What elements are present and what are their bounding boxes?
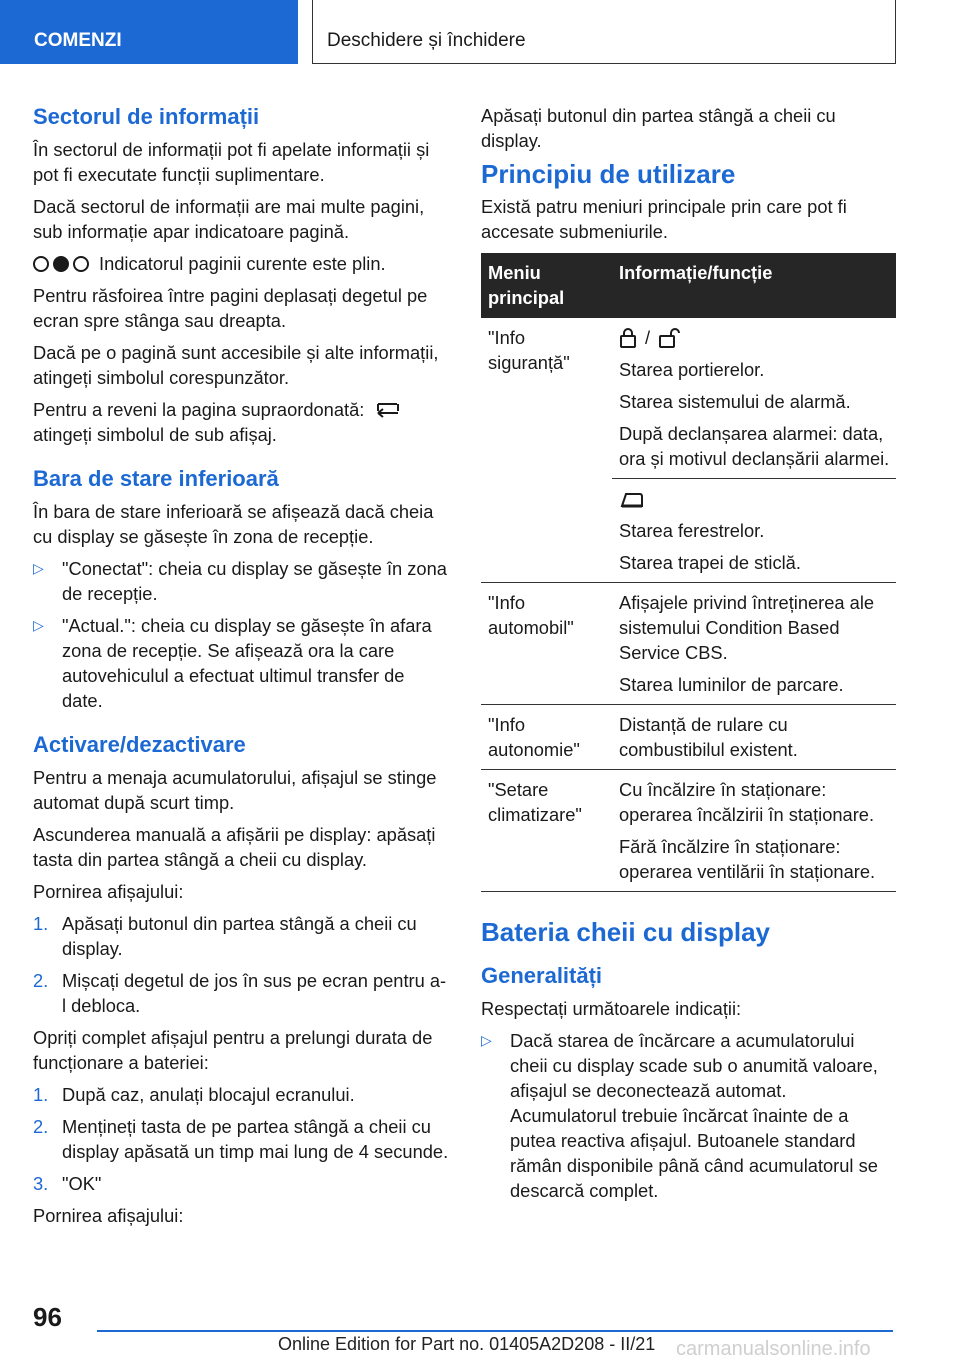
page-number: 96 — [33, 1302, 62, 1332]
list-item: 1. Apăsați butonul din partea stângă a cheii cu display. — [33, 913, 417, 959]
door-locked-icon — [619, 327, 637, 349]
paragraph: Dacă pe o pagină sunt accesibile și alte informații, atingeți simbolul corespunzător. — [33, 342, 439, 388]
page-indicator-text: Indicatorul paginii curente este plin. — [99, 253, 386, 274]
paragraph: Pentru a menaja acumulatorului, afișajul se stinge automat după scurt timp. — [33, 767, 437, 813]
back-arrow-icon — [375, 400, 401, 418]
paragraph: Opriți complet afișajul pentru a prelungi durata de funcționare a bateriei: — [33, 1027, 433, 1073]
back-instruction-b: atingeți simbolul de sub afișaj. — [33, 424, 277, 445]
table-cell-menu: "Info siguranță" — [481, 318, 612, 583]
footer-divider — [97, 1330, 893, 1332]
triangle-bullet-icon: ▷ — [33, 617, 44, 633]
table-row — [481, 583, 896, 705]
icon-separator: / — [645, 327, 651, 348]
page-indicator-line — [33, 251, 449, 276]
triangle-bullet-icon: ▷ — [481, 1032, 492, 1048]
right-column — [481, 103, 897, 1210]
paragraph: Pornirea afișajului: — [33, 881, 184, 902]
heading-info-sector: Sectorul de informații — [33, 104, 260, 129]
table-header-info: Informație/funcție — [612, 253, 896, 318]
heading-activation: Activare/dezactivare — [33, 732, 246, 757]
table-header-menu: Meniu principal — [481, 253, 612, 318]
watermark: carmanualsonline.info — [676, 1338, 871, 1360]
section-header-title: Deschidere și închidere — [312, 0, 896, 64]
paragraph: Ascunderea manuală a afișării pe display: apăsați tasta din partea stângă a cheii cu display. — [33, 824, 436, 870]
table-cell-info: Distanță de rulare cu combustibilul existent. — [612, 705, 896, 770]
back-instruction-a: Pentru a reveni la pagina supraordonată: — [33, 399, 365, 420]
list-item: ▷ "Conectat": cheia cu display se găsește în zona de recepție. — [33, 558, 447, 604]
list-item: ▷ Dacă starea de încărcare a acumulatorului cheii cu display scade sub o anumită valoare, afișajul se deconectează automat. Acumulatorul trebuie încărcat înainte de a putea reactiva afișajul. Butoanele standard rămân disponibile până când acumulatorul se descarcă complet. — [481, 1030, 878, 1201]
paragraph: În sectorul de informații pot fi apelate informații și pot fi executate funcții suplimentare. — [33, 139, 430, 185]
list-item: 3. "OK" — [33, 1173, 102, 1194]
menu-table — [481, 253, 896, 892]
table-cell-info: Starea ferestrelor. Starea trapei de sticlă. — [612, 479, 896, 583]
table-cell-menu: "Setare climatizare" — [481, 770, 612, 892]
heading-general: Generalități — [481, 963, 603, 988]
paragraph: Pentru răsfoirea între pagini deplasați degetul pe ecran spre stânga sau dreapta. — [33, 285, 428, 331]
paragraph: Apăsați butonul din partea stângă a cheii cu display. — [481, 105, 836, 151]
table-header-row — [481, 253, 896, 318]
heading-operating-principle: Principiu de utilizare — [481, 159, 736, 189]
paragraph: Respectați următoarele indicații: — [481, 998, 742, 1019]
battery-bullet-list — [481, 1028, 897, 1203]
list-item: 1. După caz, anulați blocajul ecranului. — [33, 1084, 355, 1105]
paragraph: Există patru meniuri principale prin care pot fi accesate submeniurile. — [481, 196, 847, 242]
table-cell-info: Cu încălzire în staționare: operarea încălzirii în staționare. Fără încălzire în staționare: operarea ventilării în staționare. — [612, 770, 896, 892]
status-bullet-list — [33, 556, 449, 713]
list-item: 2. Mențineți tasta de pe partea stângă a cheii cu display apăsată un timp mai lung de 4 secunde. — [33, 1116, 449, 1162]
triangle-bullet-icon: ▷ — [33, 560, 44, 576]
steps-list-2 — [33, 1082, 449, 1196]
chapter-tab: COMENZI — [0, 0, 298, 64]
left-column — [33, 103, 449, 1235]
steps-list-1 — [33, 911, 449, 1018]
window-icon — [619, 489, 645, 509]
paragraph: Pornirea afișajului: — [33, 1205, 184, 1226]
list-item: 2. Mișcați degetul de jos în sus pe ecran pentru a-l debloca. — [33, 970, 447, 1016]
back-instruction — [33, 397, 449, 447]
paragraph: Dacă sectorul de informații are mai multe pagini, sub informație apar indicatoare pagină. — [33, 196, 425, 242]
footer-edition: Online Edition for Part no. 01405A2D208 - II/21 — [278, 1334, 656, 1354]
table-row — [481, 318, 896, 479]
table-cell-info: Afișajele privind întreținerea ale sistemului Condition Based Service CBS. Starea luminilor de parcare. — [612, 583, 896, 705]
paragraph: În bara de stare inferioară se afișează dacă cheia cu display se găsește în zona de recepție. — [33, 501, 434, 547]
table-cell-menu: "Info automobil" — [481, 583, 612, 705]
table-row — [481, 705, 896, 770]
page-indicator-icon — [33, 256, 89, 272]
table-row — [481, 770, 896, 892]
table-cell-menu: "Info autonomie" — [481, 705, 612, 770]
door-unlocked-icon — [658, 327, 684, 349]
list-item: ▷ "Actual.": cheia cu display se găsește în afara zona de recepție. Se afișează ora la care autovehiculul a efectuat ultimul transfer de date. — [33, 615, 432, 711]
table-cell-info: / Starea portierelor. Starea sistemului de alarmă. După declanșarea alarmei: data, ora și motivul declanșării alarmei. — [612, 318, 896, 479]
heading-status-bar: Bara de stare inferioară — [33, 466, 279, 491]
heading-key-battery: Bateria cheii cu display — [481, 917, 771, 947]
